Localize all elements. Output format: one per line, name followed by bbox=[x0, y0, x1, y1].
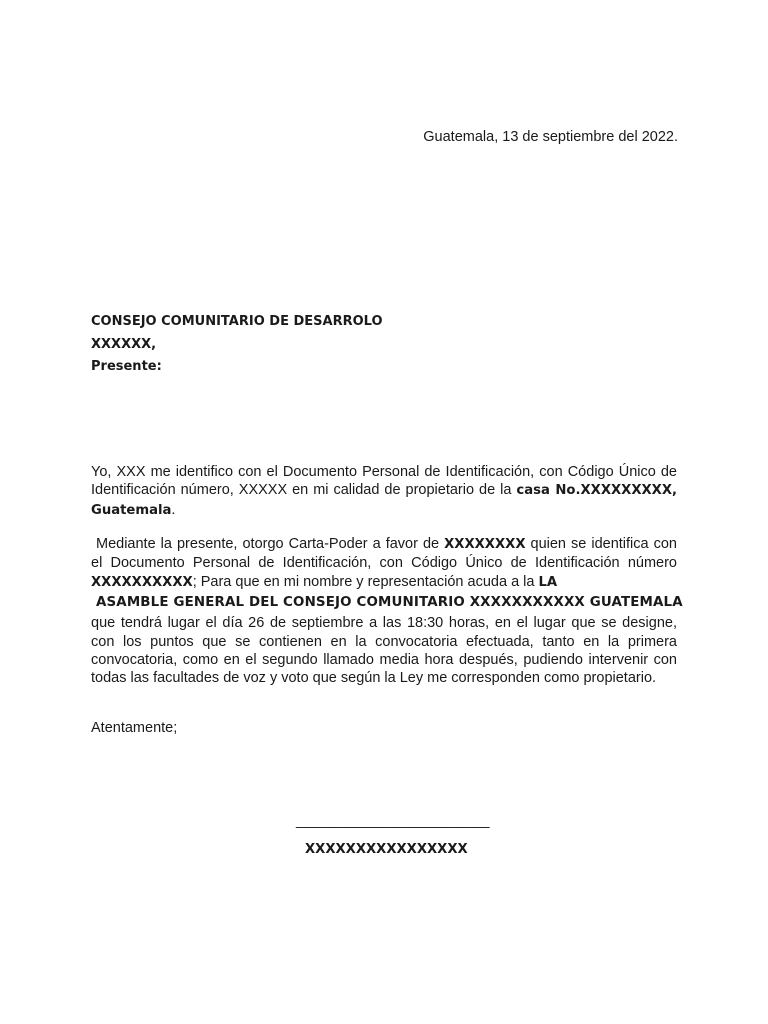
signature-name: XXXXXXXXXXXXXXXX bbox=[305, 842, 468, 857]
paragraph-text: ; Para que en mi nombre y representación acuda a la bbox=[192, 573, 539, 590]
addressee-greeting: Presente: bbox=[91, 359, 162, 374]
representative-id: XXXXXXXXXX bbox=[91, 574, 193, 590]
property-reference: casa No.XXXXXXXXX, Guatemala bbox=[91, 483, 678, 518]
paragraph-power-of-attorney bbox=[91, 535, 683, 688]
paragraph-text: . bbox=[171, 501, 176, 518]
addressee-organization: CONSEJO COMUNITARIO DE DESARROLO bbox=[91, 314, 383, 329]
paragraph-text: que tendrá lugar el día 26 de septiembre a las 18:30 horas, en el lugar que se designe, con los puntos que se contienen en la convocatoria efectuada, tanto en la primera convocatoria, como en el segundo llamado media hora después, pudiendo intervenir con todas las facultades de voz y voto que según la Ley me corresponden como propietario. bbox=[91, 615, 677, 687]
signature-line: ________________________ bbox=[296, 813, 490, 829]
paragraph-identification bbox=[91, 463, 677, 520]
addressee-block bbox=[91, 311, 383, 379]
assembly-name: ASAMBLE GENERAL DEL CONSEJO COMUNITARIO XXXXXXXXXXX GUATEMALA bbox=[96, 595, 683, 611]
paragraph-text: Yo, XXX me identifico con el Documento Personal de Identificación, con Código Único de Identificación número, XXXXX en mi calidad de propietario de la bbox=[91, 464, 677, 499]
representative-name: XXXXXXXX bbox=[444, 537, 526, 552]
assembly-article: LA bbox=[538, 574, 558, 590]
addressee-name: XXXXXX, bbox=[91, 336, 157, 352]
paragraph-text: quien se identifica con el Documento Personal de Identificación, con Código Único de Identificación número bbox=[91, 536, 677, 572]
letter-date: Guatemala, 13 de septiembre del 2022. bbox=[423, 129, 678, 145]
paragraph-text: Mediante la presente, otorgo Carta-Poder a favor de bbox=[96, 536, 445, 552]
closing-salutation: Atentamente; bbox=[91, 720, 178, 736]
